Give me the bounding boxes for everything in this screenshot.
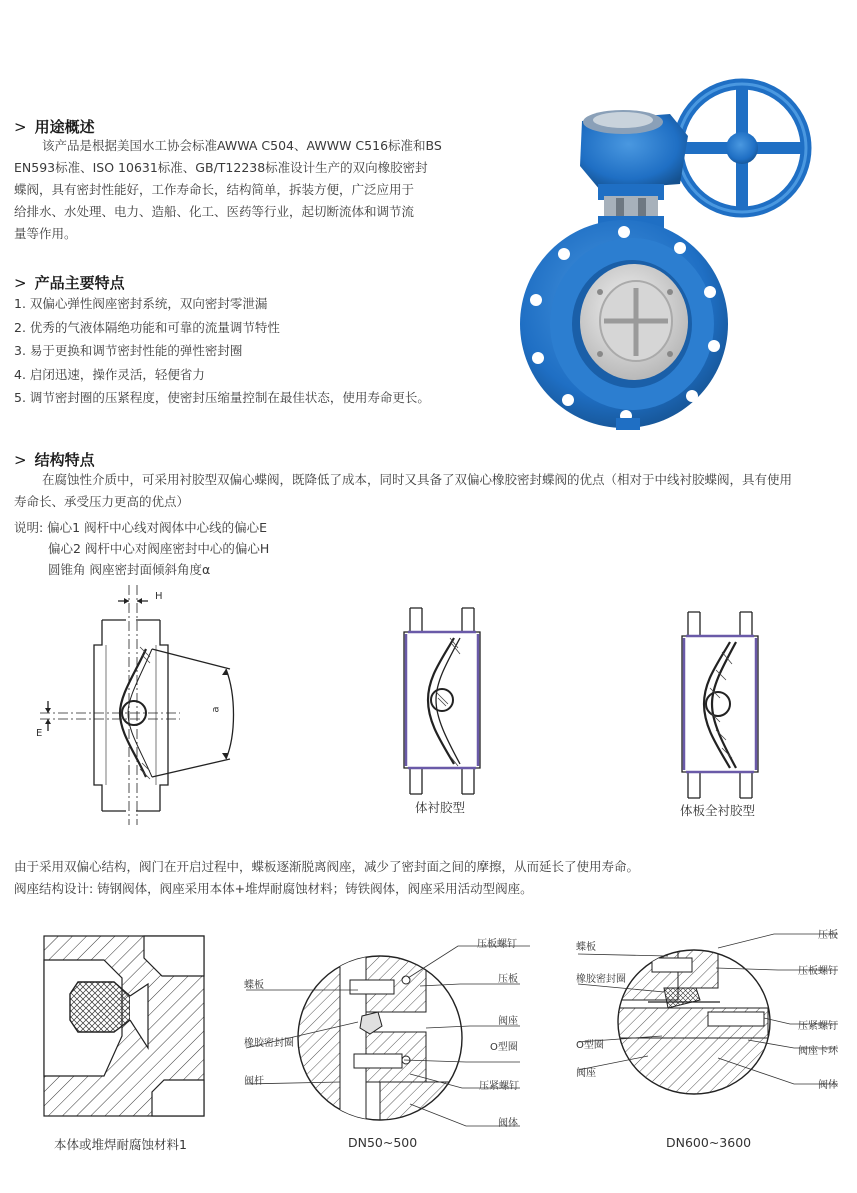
feature-item: 5. 调节密封圈的压紧程度，使密封压缩量控制在最佳状态，使用寿命更长。 <box>14 390 430 405</box>
structure-title: > 结构特点 <box>14 451 95 469</box>
overview-line: 量等作用。 <box>14 226 77 241</box>
note-line: 圆锥角 阀座密封面倾斜角度α <box>48 562 211 577</box>
design2-label-tight-screw: 压紧螺钉 <box>479 1081 519 1092</box>
alpha-label: a <box>210 706 222 713</box>
chevron-right-icon: > <box>14 274 27 292</box>
overview-line: 给排水、水处理、电力、造船、化工、医药等行业，起切断流体和调节流 <box>14 204 415 219</box>
structure-notes <box>14 517 269 580</box>
full-lined-type-caption: 体板全衬胶型 <box>680 803 756 818</box>
feature-item: 2. 优秀的气液体隔绝功能和可靠的流量调节特性 <box>14 319 280 335</box>
design3-label-rubber-ring: 橡胶密封圈 <box>576 974 626 985</box>
seat-design1-diagram <box>44 936 204 1116</box>
design3-label-tight-screw: 压紧螺钉 <box>798 1021 838 1032</box>
structure-line: 寿命长、承受压力更高的优点） <box>14 494 190 509</box>
chevron-right-icon: > <box>14 451 27 469</box>
design3-label-pressure-plate: 压板 <box>818 930 838 941</box>
overview-line: EN593标准、ISO 10631标准、GB/T12238标准设计生产的双向橡胶密封 <box>14 160 428 175</box>
design2-label-seat: 阀座 <box>498 1016 518 1027</box>
design3-label-seat: 阀座 <box>576 1068 596 1079</box>
overview-line: 该产品是根据美国水工协会标准AWWA C504、AWWW C516标准和BS <box>42 138 442 153</box>
seat-design1-caption: 本体或堆焊耐腐蚀材料1 <box>54 1137 187 1152</box>
design3-label-pressure-plate-screw: 压板螺钉 <box>798 966 838 977</box>
lined-type-caption: 体衬胶型 <box>415 800 466 815</box>
overview-title: > 用途概述 <box>14 118 95 136</box>
body-lined-diagram <box>398 608 488 794</box>
structure-paragraph <box>14 469 844 513</box>
e-label: E <box>36 728 43 739</box>
features-list <box>14 292 430 410</box>
chevron-right-icon: > <box>14 118 27 136</box>
structure-line: 在腐蚀性介质中，可采用衬胶型双偏心蝶阀，既降低了成本，同时又具备了双偏心橡胶密封蝶阀的优点（相对于中线衬胶蝶阀，具有使用 <box>42 472 793 487</box>
design2-label-pressure-plate: 压板 <box>498 974 518 985</box>
design3-label-o-ring: O型圈 <box>576 1040 604 1051</box>
design2-label-stem: 阀杆 <box>244 1076 264 1087</box>
design2-label-pressure-plate-screw: 压板螺钉 <box>477 939 517 950</box>
features-title: > 产品主要特点 <box>14 274 125 292</box>
valve-product-image <box>520 66 840 436</box>
seat-line: 阀座结构设计: 铸钢阀体，阀座采用本体+堆焊耐腐蚀材料；铸铁阀体，阀座采用活动型阀座。 <box>14 881 533 896</box>
design3-label-body: 阀体 <box>818 1080 838 1091</box>
seat-description <box>14 856 639 900</box>
seat-design2-caption: DN50~500 <box>348 1135 418 1150</box>
design3-label-disc: 蝶板 <box>576 942 596 953</box>
design2-label-disc: 蝶板 <box>244 980 264 991</box>
overview-paragraph <box>14 135 454 245</box>
full-lined-diagram <box>676 612 766 798</box>
note-line: 说明: 偏心1 阀杆中心线对阀体中心线的偏心E <box>14 520 268 535</box>
eccentric-diagram <box>30 585 260 825</box>
feature-item: 3. 易于更换和调节密封性能的弹性密封圈 <box>14 343 243 358</box>
overview-line: 蝶阀，具有密封性能好，工作寿命长，结构简单，拆装方便，广泛应用于 <box>14 182 415 197</box>
handwheel-icon <box>678 84 806 212</box>
feature-item: 4. 启闭迅速，操作灵活，轻便省力 <box>14 366 205 382</box>
h-label: H <box>155 591 163 602</box>
design2-label-body: 阀体 <box>498 1118 518 1129</box>
seat-line: 由于采用双偏心结构，阀门在开启过程中，蝶板逐渐脱离阀座，减少了密封面之间的摩擦，从而延长了使用寿命。 <box>14 859 640 874</box>
design3-label-seat-clip: 阀座卡环 <box>798 1046 838 1057</box>
note-line: 偏心2 阀杆中心对阀座密封中心的偏心H <box>48 541 270 556</box>
seat-design3-caption: DN600~3600 <box>666 1135 752 1150</box>
feature-item: 1. 双偏心弹性阀座密封系统，双向密封零泄漏 <box>14 296 268 311</box>
design2-label-rubber-ring: 橡胶密封圈 <box>244 1038 294 1049</box>
design2-label-o-ring: O型圈 <box>490 1042 518 1053</box>
